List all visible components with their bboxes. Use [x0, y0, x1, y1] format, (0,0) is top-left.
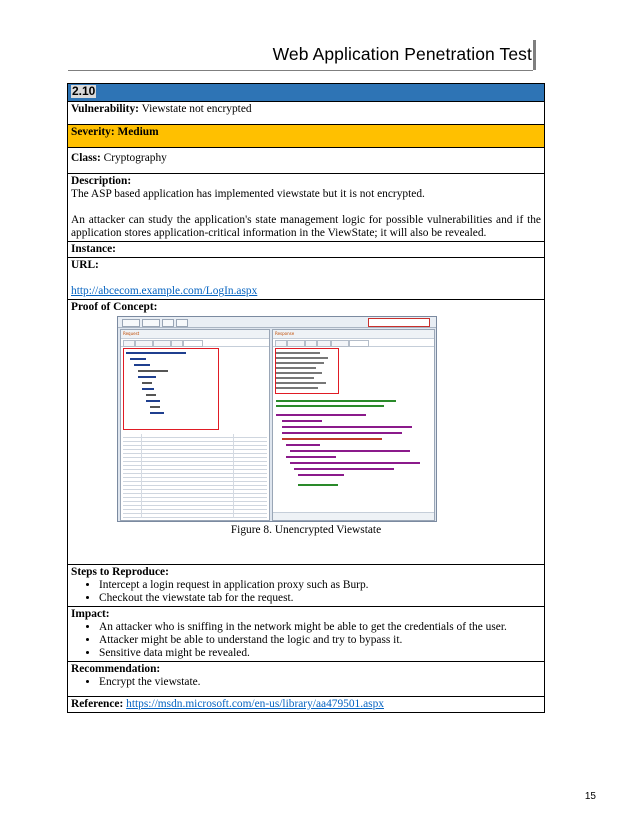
impact-item: • Sensitive data might be revealed.	[99, 647, 541, 660]
header-rule	[68, 70, 533, 71]
instance-url-link[interactable]: http://abcecom.example.com/LogIn.aspx	[71, 285, 258, 297]
screenshot-target-field	[368, 318, 430, 327]
impact-list	[71, 621, 541, 660]
burp-screenshot	[117, 316, 437, 522]
class-label: Class:	[71, 152, 101, 164]
reference-row	[68, 697, 545, 713]
recommendation-heading: Recommendation:	[71, 663, 161, 675]
vulnerability-row	[68, 102, 545, 125]
response-highlight-box	[275, 348, 339, 394]
step-item: • Checkout the viewstate tab for the request.	[99, 592, 541, 605]
screenshot-response-pane	[272, 329, 435, 521]
page-number: 15	[584, 791, 596, 802]
vulnerability-label: Vulnerability:	[71, 103, 139, 115]
description-row	[68, 174, 545, 242]
description-paragraph-1: The ASP based application has implemented viewstate but it is not encrypted.	[71, 188, 425, 200]
finding-id-row	[68, 84, 545, 102]
step-item: • Intercept a login request in application proxy such as Burp.	[99, 579, 541, 592]
impact-row	[68, 607, 545, 662]
header-accent-bar	[533, 40, 536, 70]
instance-heading: Instance:	[71, 243, 116, 255]
severity-label: Severity: Medium	[71, 126, 159, 138]
description-heading: Description:	[71, 175, 132, 187]
page-header-title: Web Application Penetration Test	[272, 44, 532, 64]
recommendation-row	[68, 662, 545, 697]
class-value: Cryptography	[100, 152, 167, 164]
finding-table	[67, 83, 545, 713]
impact-item: • An attacker who is sniffing in the network might be able to get the credentials of the user.	[99, 621, 541, 634]
request-highlight-box	[123, 348, 219, 430]
steps-heading: Steps to Reproduce:	[71, 566, 169, 578]
steps-list	[71, 579, 541, 605]
url-row	[68, 258, 545, 300]
recommendation-item: • Encrypt the viewstate.	[99, 676, 541, 689]
screenshot-toolbar	[118, 317, 436, 328]
url-label: URL:	[71, 259, 99, 271]
figure-caption: Figure 8. Unencrypted Viewstate	[230, 524, 382, 536]
vulnerability-value: Viewstate not encrypted	[138, 103, 252, 115]
description-paragraph-2: An attacker can study the application's state management logic for possible vulnerabilities and if the application stores application-critical information in the ViewState; it will also be revealed.	[71, 214, 541, 239]
screenshot-request-pane	[120, 329, 270, 521]
request-pane-title: Request	[121, 330, 269, 339]
steps-row	[68, 565, 545, 607]
response-pane-title: Response	[273, 330, 434, 339]
poc-row	[68, 300, 545, 565]
recommendation-list	[71, 676, 541, 689]
impact-heading: Impact:	[71, 608, 110, 620]
reference-label: Reference:	[71, 698, 124, 710]
reference-link[interactable]: https://msdn.microsoft.com/en-us/library/aa479501.aspx	[126, 698, 384, 710]
finding-id: 2.10	[72, 84, 96, 98]
instance-heading-row	[68, 242, 545, 258]
severity-row	[68, 125, 545, 148]
impact-item: • Attacker might be able to understand the logic and try to bypass it.	[99, 634, 541, 647]
poc-heading: Proof of Concept:	[71, 301, 158, 313]
class-row	[68, 148, 545, 174]
